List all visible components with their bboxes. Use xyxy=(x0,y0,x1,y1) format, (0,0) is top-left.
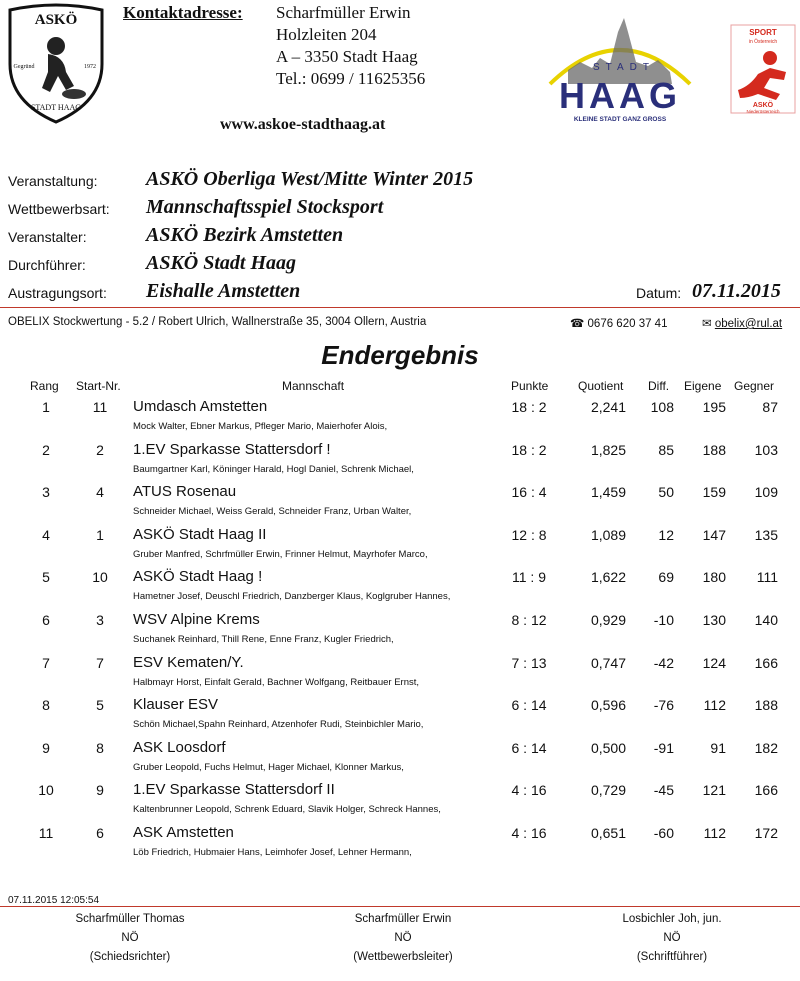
email-address[interactable]: obelix@rul.at xyxy=(714,318,783,330)
sport-logo-region-text: Niederösterreich xyxy=(746,109,780,114)
table-row xyxy=(0,612,800,655)
result-team-name: ASKÖ Stadt Haag II xyxy=(133,525,267,543)
result-start-number: 5 xyxy=(96,697,104,714)
table-row xyxy=(0,399,800,442)
result-players: Baumgartner Karl, Köninger Harald, Hogl Daniel, Schrenk Michael, xyxy=(133,463,414,475)
result-players: Gruber Manfred, Schrfmüller Erwin, Frinner Helmut, Mayrhofer Marco, xyxy=(133,548,428,560)
contact-block xyxy=(123,2,426,88)
result-start-number: 6 xyxy=(96,825,104,841)
result-rank: 10 xyxy=(38,782,54,799)
result-own-score: 180 xyxy=(702,569,726,586)
result-team-name: Klauser ESV xyxy=(133,696,219,714)
result-team-name: WSV Alpine Krems xyxy=(133,611,260,628)
result-points: 7 : 13 xyxy=(511,654,547,671)
col-header-start: Start-Nr. xyxy=(76,379,121,393)
result-opponent-score: 109 xyxy=(754,484,778,501)
result-start-number: 1 xyxy=(96,526,104,543)
result-opponent-score: 103 xyxy=(754,441,778,458)
result-points: 16 : 4 xyxy=(511,484,547,501)
signature-referee xyxy=(10,910,250,967)
result-rank: 3 xyxy=(42,484,50,501)
result-opponent-score: 188 xyxy=(754,697,778,714)
result-quotient: 1,089 xyxy=(590,526,626,543)
sport-logo-bottom-text: ASKÖ xyxy=(752,102,774,109)
result-players: Suchanek Reinhard, Thill Rene, Enne Franz, Kugler Friedrich, xyxy=(133,634,394,645)
result-rank: 9 xyxy=(42,739,50,756)
result-opponent-score: 135 xyxy=(754,526,778,543)
result-players: Kaltenbrunner Leopold, Schrenk Eduard, Slavik Holger, Schreck Hannes, xyxy=(133,804,441,816)
result-quotient: 0,651 xyxy=(590,825,626,841)
result-difference: -91 xyxy=(653,739,674,756)
result-own-score: 91 xyxy=(710,739,726,756)
event-label: Durchführer: xyxy=(8,257,86,273)
result-quotient: 0,929 xyxy=(590,612,626,628)
result-start-number: 7 xyxy=(96,654,104,671)
sport-logo-sub-text: in Österreich xyxy=(748,39,778,45)
signature-role: (Wettbewerbsleiter) xyxy=(353,951,453,963)
result-team-name: ASK Loosdorf xyxy=(133,738,226,756)
email-contact[interactable] xyxy=(702,316,782,330)
col-header-rank: Rang xyxy=(30,379,59,393)
col-header-team: Mannschaft xyxy=(282,379,345,393)
result-team-name: ESV Kematen/Y. xyxy=(133,653,244,671)
mail-icon: ✉ xyxy=(702,318,715,330)
col-header-quotient: Quotient xyxy=(578,379,624,393)
result-team-name: 1.EV Sparkasse Stattersdorf ! xyxy=(133,440,331,458)
result-own-score: 147 xyxy=(702,526,726,543)
result-difference: -42 xyxy=(653,654,674,671)
signature-name: Scharfmüller Erwin xyxy=(354,913,452,925)
haag-logo-slogan-text: KLEINE STADT GANZ GROSS xyxy=(573,116,667,123)
signature-name: Scharfmüller Thomas xyxy=(75,913,185,925)
result-team-name: ASK Amstetten xyxy=(133,824,234,841)
result-points: 6 : 14 xyxy=(511,697,547,714)
result-own-score: 195 xyxy=(702,399,726,415)
club-logo-founded-text: Gegründ xyxy=(13,64,35,70)
result-start-number: 11 xyxy=(92,399,108,415)
haag-logo-name-text: HAAG xyxy=(559,75,681,116)
result-quotient: 1,825 xyxy=(590,441,626,458)
signature-club: NÖ xyxy=(394,932,412,944)
table-row xyxy=(0,484,800,527)
divider-line xyxy=(0,307,800,308)
table-row xyxy=(0,569,800,612)
club-logo-top-text: ASKÖ xyxy=(34,12,78,28)
result-own-score: 112 xyxy=(703,697,726,714)
result-players: Halbmayr Horst, Einfalt Gerald, Bachner Wolfgang, Reitbauer Ernst, xyxy=(133,676,420,688)
col-header-opp: Gegner xyxy=(734,379,775,393)
event-label: Wettbewerbsart: xyxy=(8,201,110,217)
stadt-haag-logo xyxy=(540,12,700,124)
result-start-number: 2 xyxy=(96,441,104,458)
result-start-number: 10 xyxy=(92,569,108,586)
result-points: 8 : 12 xyxy=(511,612,547,628)
event-value: ASKÖ Oberliga West/Mitte Winter 2015 xyxy=(146,168,474,190)
result-difference: -45 xyxy=(653,782,674,799)
phone-number: 0676 620 37 41 xyxy=(587,318,668,330)
result-difference: 85 xyxy=(658,441,674,458)
contact-name: Scharfmüller Erwin xyxy=(276,3,411,22)
footer-divider-line xyxy=(0,906,800,907)
table-row xyxy=(0,782,800,825)
result-rank: 4 xyxy=(42,526,50,543)
result-start-number: 3 xyxy=(96,612,104,628)
event-value: ASKÖ Bezirk Amstetten xyxy=(146,224,344,246)
result-points: 4 : 16 xyxy=(511,825,547,841)
result-opponent-score: 182 xyxy=(754,739,778,756)
event-row-durchfuehrer xyxy=(8,252,798,280)
result-own-score: 121 xyxy=(702,782,726,799)
result-opponent-score: 172 xyxy=(754,825,778,841)
signature-secretary xyxy=(552,910,792,967)
table-row xyxy=(0,825,800,868)
result-points: 18 : 2 xyxy=(511,441,547,458)
result-points: 18 : 2 xyxy=(511,399,547,415)
table-row xyxy=(0,442,800,485)
event-value: Eishalle Amstetten xyxy=(146,280,301,302)
phone-contact xyxy=(570,316,667,330)
club-logo-bottom-text: STADT HAAG xyxy=(30,103,82,112)
signature-club: NÖ xyxy=(121,932,139,944)
result-difference: -60 xyxy=(653,825,674,841)
date-label: Datum: xyxy=(636,285,682,301)
print-timestamp: 07.11.2015 12:05:54 xyxy=(8,895,100,906)
event-value: ASKÖ Stadt Haag xyxy=(146,252,297,274)
result-difference: 12 xyxy=(658,526,674,543)
signature-name: Losbichler Joh, jun. xyxy=(622,913,722,925)
result-own-score: 188 xyxy=(702,441,726,458)
event-value: Mannschaftsspiel Stocksport xyxy=(146,196,384,218)
result-own-score: 112 xyxy=(703,825,726,841)
haag-logo-arc-text: STADT xyxy=(592,62,656,73)
result-team-name: ASKÖ Stadt Haag ! xyxy=(133,568,263,586)
result-players: Schneider Michael, Weiss Gerald, Schneider Franz, Urban Walter, xyxy=(133,506,412,518)
result-opponent-score: 166 xyxy=(754,782,778,799)
event-label: Austragungsort: xyxy=(8,285,107,301)
col-header-diff: Diff. xyxy=(648,379,670,393)
result-quotient: 0,747 xyxy=(590,654,626,671)
table-row xyxy=(0,740,800,783)
sport-austria-logo xyxy=(730,24,796,114)
result-own-score: 159 xyxy=(702,484,726,501)
table-row xyxy=(0,527,800,570)
result-team-name: ATUS Rosenau xyxy=(133,483,237,501)
result-quotient: 2,241 xyxy=(590,399,626,415)
result-points: 11 : 9 xyxy=(512,569,546,586)
contact-city: A – 3350 Stadt Haag xyxy=(276,47,418,66)
table-row xyxy=(0,697,800,740)
result-team-name: 1.EV Sparkasse Stattersdorf II xyxy=(133,781,335,799)
event-label: Veranstalter: xyxy=(8,229,87,245)
contact-label: Kontaktadresse: xyxy=(123,3,243,22)
result-rank: 6 xyxy=(42,612,50,628)
result-quotient: 0,500 xyxy=(590,739,626,756)
contact-phone: Tel.: 0699 / 11625356 xyxy=(276,69,426,88)
phone-icon: ☎ xyxy=(570,318,588,330)
result-difference: 69 xyxy=(658,569,674,586)
contact-street: Holzleiten 204 xyxy=(276,25,377,44)
col-header-own: Eigene xyxy=(684,379,722,393)
event-row-wettbewerbsart xyxy=(8,196,798,224)
result-opponent-score: 111 xyxy=(756,569,778,586)
result-points: 6 : 14 xyxy=(511,739,547,756)
club-logo-year-text: 1972 xyxy=(84,64,96,70)
result-rank: 2 xyxy=(42,441,50,458)
result-rank: 8 xyxy=(42,697,50,714)
result-rank: 1 xyxy=(42,399,50,415)
result-team-name: Umdasch Amstetten xyxy=(133,398,268,415)
result-rank: 11 xyxy=(38,825,54,841)
signature-competition-leader xyxy=(283,910,523,967)
result-players: Hametner Josef, Deuschl Friedrich, Danzberger Klaus, Koglgruber Hannes, xyxy=(133,591,451,603)
result-opponent-score: 140 xyxy=(754,612,778,628)
result-difference: -76 xyxy=(653,697,674,714)
askoe-stadt-haag-club-logo xyxy=(4,2,108,124)
result-start-number: 4 xyxy=(96,484,104,501)
result-players: Mock Walter, Ebner Markus, Pfleger Mario, Maierhofer Alois, xyxy=(133,421,388,432)
result-rank: 5 xyxy=(42,569,50,586)
result-quotient: 0,729 xyxy=(590,782,626,799)
event-row-veranstaltung xyxy=(8,168,798,196)
signature-role: (Schriftführer) xyxy=(636,951,708,963)
result-quotient: 1,459 xyxy=(590,484,626,501)
result-players: Löb Friedrich, Hubmaier Hans, Leimhofer Josef, Lehner Hermann, xyxy=(133,847,412,858)
result-quotient: 1,622 xyxy=(590,569,626,586)
result-own-score: 130 xyxy=(702,612,726,628)
sport-logo-top-text: SPORT xyxy=(749,28,777,37)
signature-role: (Schiedsrichter) xyxy=(89,951,171,963)
result-difference: 50 xyxy=(658,484,674,501)
event-row-veranstalter xyxy=(8,224,798,252)
website-link[interactable]: www.askoe-stadthaag.at xyxy=(220,116,386,133)
result-difference: 108 xyxy=(650,399,674,415)
result-start-number: 8 xyxy=(96,739,104,756)
result-quotient: 0,596 xyxy=(590,697,626,714)
result-points: 4 : 16 xyxy=(511,782,547,799)
result-points: 12 : 8 xyxy=(511,526,547,543)
date-value: 07.11.2015 xyxy=(692,280,781,302)
result-difference: -10 xyxy=(653,612,674,628)
result-players: Gruber Leopold, Fuchs Helmut, Hager Michael, Klonner Markus, xyxy=(133,761,404,773)
event-label: Veranstaltung: xyxy=(8,173,98,189)
result-opponent-score: 166 xyxy=(754,654,778,671)
page-title: Endergebnis xyxy=(321,340,479,370)
result-opponent-score: 87 xyxy=(762,399,778,415)
result-rank: 7 xyxy=(42,654,50,671)
table-row xyxy=(0,655,800,698)
result-start-number: 9 xyxy=(96,782,104,799)
signature-club: NÖ xyxy=(663,932,681,944)
software-line: OBELIX Stockwertung - 5.2 / Robert Ulrich, Wallnerstraße 35, 3004 Ollern, Austria xyxy=(8,316,427,328)
col-header-points: Punkte xyxy=(511,379,549,393)
result-own-score: 124 xyxy=(702,654,726,671)
result-players: Schön Michael,Spahn Reinhard, Atzenhofer Rudi, Steinbichler Mario, xyxy=(133,719,424,731)
